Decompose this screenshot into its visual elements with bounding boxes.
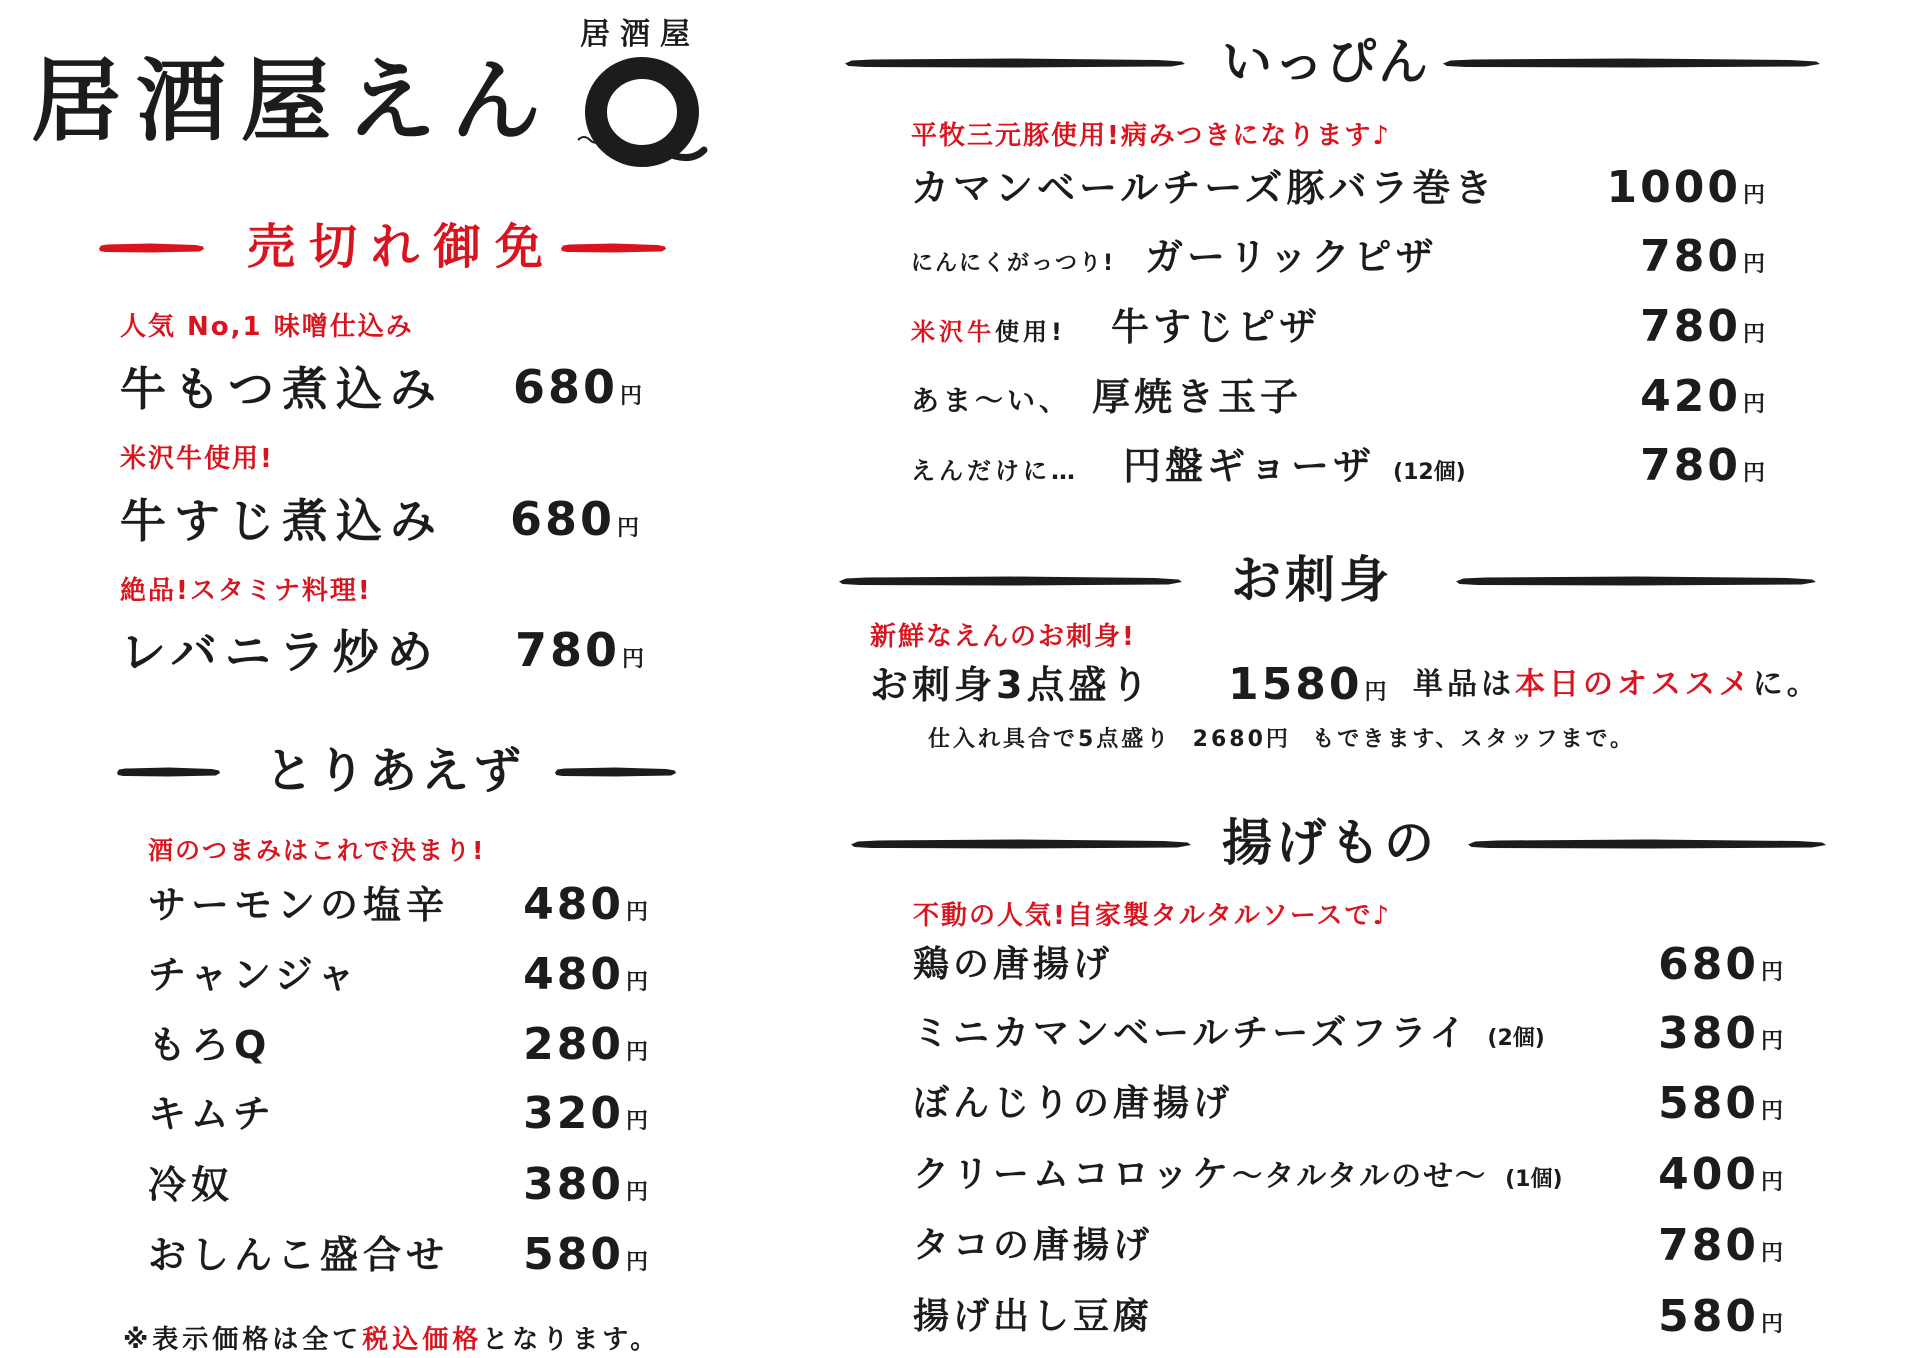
menu-item-name: 牛すじピザ [1111,305,1322,349]
section-divider-left [99,243,204,253]
menu-item [911,444,1466,488]
sashimi-side-note [1413,667,1821,702]
section-divider-left [839,576,1182,586]
section-title-ippin: いっぴん [1222,33,1430,91]
section-divider-right [555,767,676,777]
currency-label: 円 [1760,1029,1783,1054]
footnote-highlight: 税込価格 [362,1325,483,1355]
logo-circle-icon [572,52,712,174]
menu-item-price [1658,939,1783,990]
section-note: 平牧三元豚使用!病みつきになります♪ [911,121,1391,151]
currency-label: 円 [1760,1312,1783,1337]
sashimi-extra-note [928,729,1635,751]
currency-label: 円 [1265,727,1291,752]
menu-item-price [1606,162,1765,213]
section-divider-left [851,839,1191,849]
brand-title: 居酒屋えん [31,49,556,154]
currency-label: 円 [1760,1241,1783,1266]
menu-item [913,1154,1563,1195]
section-note: 不動の人気!自家製タルタルソースで♪ [913,901,1392,931]
section-note: 酒のつまみはこれで決まり! [148,836,486,865]
price-value: 780 [1640,231,1741,282]
menu-item-price [523,949,648,1000]
price-value: 480 [523,949,624,1000]
item-quantity: (1個) [1505,1167,1563,1192]
side-note-text: に。 [1752,667,1821,702]
footnote-text: ※表示価格は全て [123,1325,363,1355]
item-note: 人気 No,1 味噌仕込み [120,312,414,342]
menu-item [913,1013,1545,1054]
section-title-agemono: 揚げもの [1222,814,1438,872]
item-prefix: にんにくがっつり! [911,251,1116,276]
menu-item-price [1640,231,1765,282]
menu-item-price [523,1159,648,1210]
section-divider-right [561,243,666,253]
price-value: 480 [523,879,624,930]
menu-item-price [1658,1008,1783,1059]
menu-item-price [523,1019,648,1070]
item-note: 絶品!スタミナ料理! [120,576,372,606]
price-value: 580 [523,1229,624,1280]
currency-label: 円 [1760,960,1783,985]
section-divider-right [1456,576,1816,586]
price-value: 420 [1640,371,1741,422]
menu-item [911,305,1322,349]
price-value: 780 [514,623,620,677]
extra-note-text: もできます、スタッフまで。 [1312,727,1636,752]
section-divider-right [1468,839,1826,849]
price-value: 780 [1640,440,1741,491]
menu-item-price [509,492,639,546]
currency-label: 円 [1742,392,1765,417]
price-value: 1580 [1228,659,1363,710]
price-value: 320 [523,1088,624,1139]
currency-label: 円 [1364,680,1387,705]
currency-label: 円 [619,384,642,409]
price-value: 1000 [1606,162,1741,213]
price-value: 400 [1658,1149,1759,1200]
item-prefix [911,320,1111,344]
menu-item-price [1228,659,1387,710]
item-prefix: えんだけに… [911,457,1079,485]
price-value: 580 [1658,1078,1759,1129]
menu-item-name: 牛もつ煮込み [120,362,444,416]
side-note-text: 単品は [1413,667,1515,702]
currency-label: 円 [1760,1099,1783,1124]
currency-label: 円 [625,1040,648,1065]
price-value: 380 [1658,1008,1759,1059]
price-value: 680 [509,492,615,546]
menu-item-price [1640,301,1765,352]
item-prefix-highlight: 米沢牛 [911,318,995,346]
menu-item-price [523,879,648,930]
currency-label: 円 [625,1180,648,1205]
menu-item-name: 冷奴 [148,1163,235,1207]
menu-item-price [1640,440,1765,491]
price-value: 780 [1640,301,1741,352]
currency-label: 円 [625,900,648,925]
currency-label: 円 [1742,461,1765,486]
side-note-highlight: 本日のオススメ [1515,667,1753,702]
logo-text: 居酒屋 [580,17,700,52]
menu-item-name: お刺身3点盛り [870,663,1153,707]
menu-item-name: 円盤ギョーザ [1123,444,1376,488]
menu-item-name: タコの唐揚げ [913,1225,1154,1266]
item-quantity: (12個) [1393,460,1466,485]
menu-item-subtitle: 〜タルタルのせ〜 [1232,1159,1488,1194]
item-prefix: あま〜い、 [911,384,1072,417]
menu-item-price [512,360,642,414]
currency-label: 円 [1742,252,1765,277]
menu-item-name: チャンジャ [148,953,361,997]
menu-item-price [1658,1149,1783,1200]
menu-item-name: ミニカマンベールチーズフライ [913,1013,1470,1054]
price-value: 680 [512,360,618,414]
menu-item-price [523,1088,648,1139]
extra-note-price: 2680 [1192,727,1266,752]
price-value: 280 [523,1019,624,1070]
menu-item-name: 鶏の唐揚げ [913,944,1114,985]
section-title-sashimi: お刺身 [1231,551,1393,609]
menu-item-price [1658,1078,1783,1129]
menu-item-name: 牛すじ煮込み [120,494,444,548]
currency-label: 円 [625,1250,648,1275]
currency-label: 円 [1760,1170,1783,1195]
currency-label: 円 [616,516,639,541]
section-note: 新鮮なえんのお刺身! [870,622,1136,652]
currency-label: 円 [1742,322,1765,347]
section-title-sold-out: 売切れ御免 [247,219,558,275]
section-title-toriaezu: とりあえず [265,743,526,799]
item-prefix-text: 使用! [995,318,1066,346]
menu-item-name: カマンベールチーズ豚バラ巻き [911,166,1497,210]
section-divider-right [1443,58,1820,68]
menu-item-name: キムチ [148,1092,276,1136]
section-divider-left [117,767,220,777]
tax-footnote [123,1327,660,1353]
menu-item-price [1640,371,1765,422]
currency-label: 円 [621,647,644,672]
menu-item-price [1658,1220,1783,1271]
price-value: 680 [1658,939,1759,990]
currency-label: 円 [625,1109,648,1134]
extra-note-text: 仕入れ具合で5点盛り [928,727,1172,752]
menu-item-name: ぼんじりの唐揚げ [913,1083,1234,1124]
item-note: 米沢牛使用! [120,444,274,474]
menu-item-name: 厚焼き玉子 [1092,375,1303,419]
menu-item-price [523,1229,648,1280]
currency-label: 円 [625,970,648,995]
menu-item-price [1658,1291,1783,1342]
menu-item-name: もろQ [148,1023,272,1067]
menu-item-name: クリームコロッケ [913,1154,1233,1195]
menu-item-name: サーモンの塩辛 [148,883,450,927]
menu-item [911,375,1303,419]
price-value: 380 [523,1159,624,1210]
menu-item-name: おしんこ盛合せ [148,1233,450,1277]
price-value: 780 [1658,1220,1759,1271]
menu-item-name: レバニラ炒め [120,625,441,679]
menu-item-name: ガーリックピザ [1145,235,1438,279]
footnote-text: となります。 [482,1325,661,1355]
currency-label: 円 [1742,183,1765,208]
price-value: 580 [1658,1291,1759,1342]
menu-item-name: 揚げ出し豆腐 [913,1296,1154,1337]
item-quantity: (2個) [1487,1026,1545,1051]
section-divider-left [845,58,1185,68]
menu-item [911,235,1438,279]
menu-item-price [514,623,644,677]
